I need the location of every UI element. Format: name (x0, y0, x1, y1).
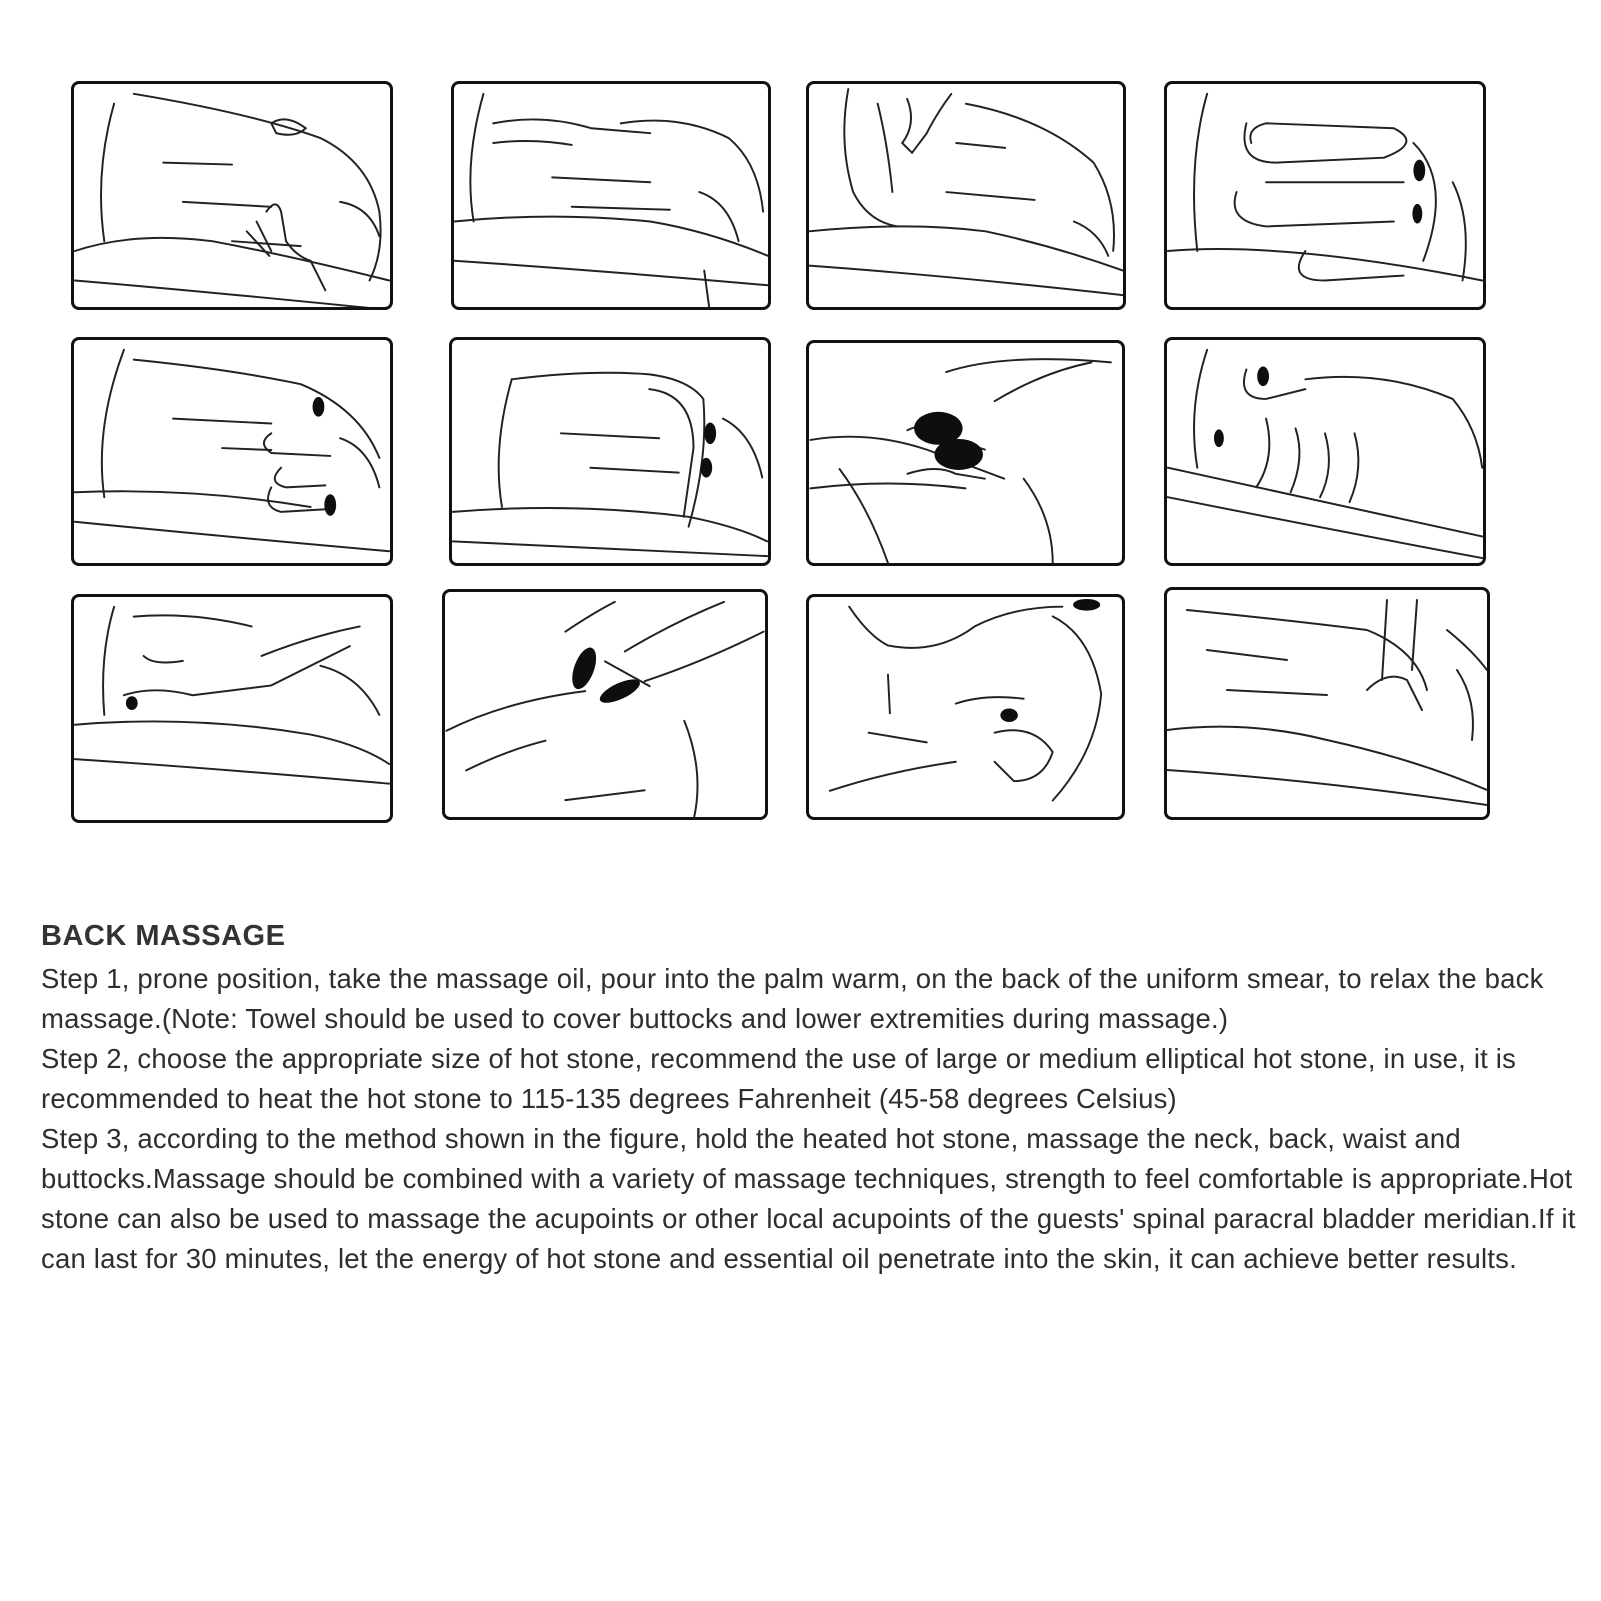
illustration-panel-12 (1164, 587, 1490, 820)
hot-stone-illustration-11 (809, 597, 1122, 817)
illustration-panel-4 (1164, 81, 1486, 310)
illustration-panel-9 (71, 594, 393, 823)
illustration-panel-6 (449, 337, 771, 566)
back-massage-illustration-1 (74, 84, 390, 307)
illustration-panel-1 (71, 81, 393, 310)
instructions-section (41, 920, 1581, 1279)
back-massage-illustration-2 (454, 84, 768, 307)
illustration-panel-2 (451, 81, 771, 310)
illustration-panel-11 (806, 594, 1125, 820)
back-massage-illustration-4 (1167, 84, 1483, 307)
back-massage-illustration-12 (1167, 590, 1487, 817)
hot-stone-illustration-10 (445, 592, 765, 817)
step-1-text: Step 1, prone position, take the massage oil, pour into the palm warm, on the back of the uniform smear, to relax the back massage.(Note: Towel should be used to cover buttocks and lower extremities during massage.) (41, 963, 1544, 1034)
back-massage-illustration-6 (452, 340, 768, 563)
illustration-panel-10 (442, 589, 768, 820)
illustration-panel-7 (806, 340, 1125, 566)
back-massage-illustration-9 (74, 597, 390, 820)
illustration-panel-3 (806, 81, 1126, 310)
back-massage-illustration-3 (809, 84, 1123, 307)
back-massage-illustration-5 (74, 340, 390, 563)
illustration-panel-8 (1164, 337, 1486, 566)
back-massage-illustration-8 (1167, 340, 1483, 563)
section-title: BACK MASSAGE (41, 920, 286, 952)
step-3-text: Step 3, according to the method shown in the figure, hold the heated hot stone, massage the neck, back, waist and buttocks.Massage should be combined with a variety of massage techniques, strength to feel comfortable is appropriate.Hot stone can also be used to massage the acupoints or other local acupoints of the guests' spinal paracral bladder meridian.If it can last for 30 minutes, let the energy of hot stone and essential oil penetrate into the skin, it can achieve better results. (41, 1123, 1576, 1274)
illustration-panel-5 (71, 337, 393, 566)
step-2-text: Step 2, choose the appropriate size of hot stone, recommend the use of large or medium elliptical hot stone, in use, it is recommended to heat the hot stone to 115-135 degrees Fahrenheit (45-58 degrees Celsius) (41, 1043, 1517, 1114)
hot-stone-illustration-7 (809, 343, 1122, 563)
